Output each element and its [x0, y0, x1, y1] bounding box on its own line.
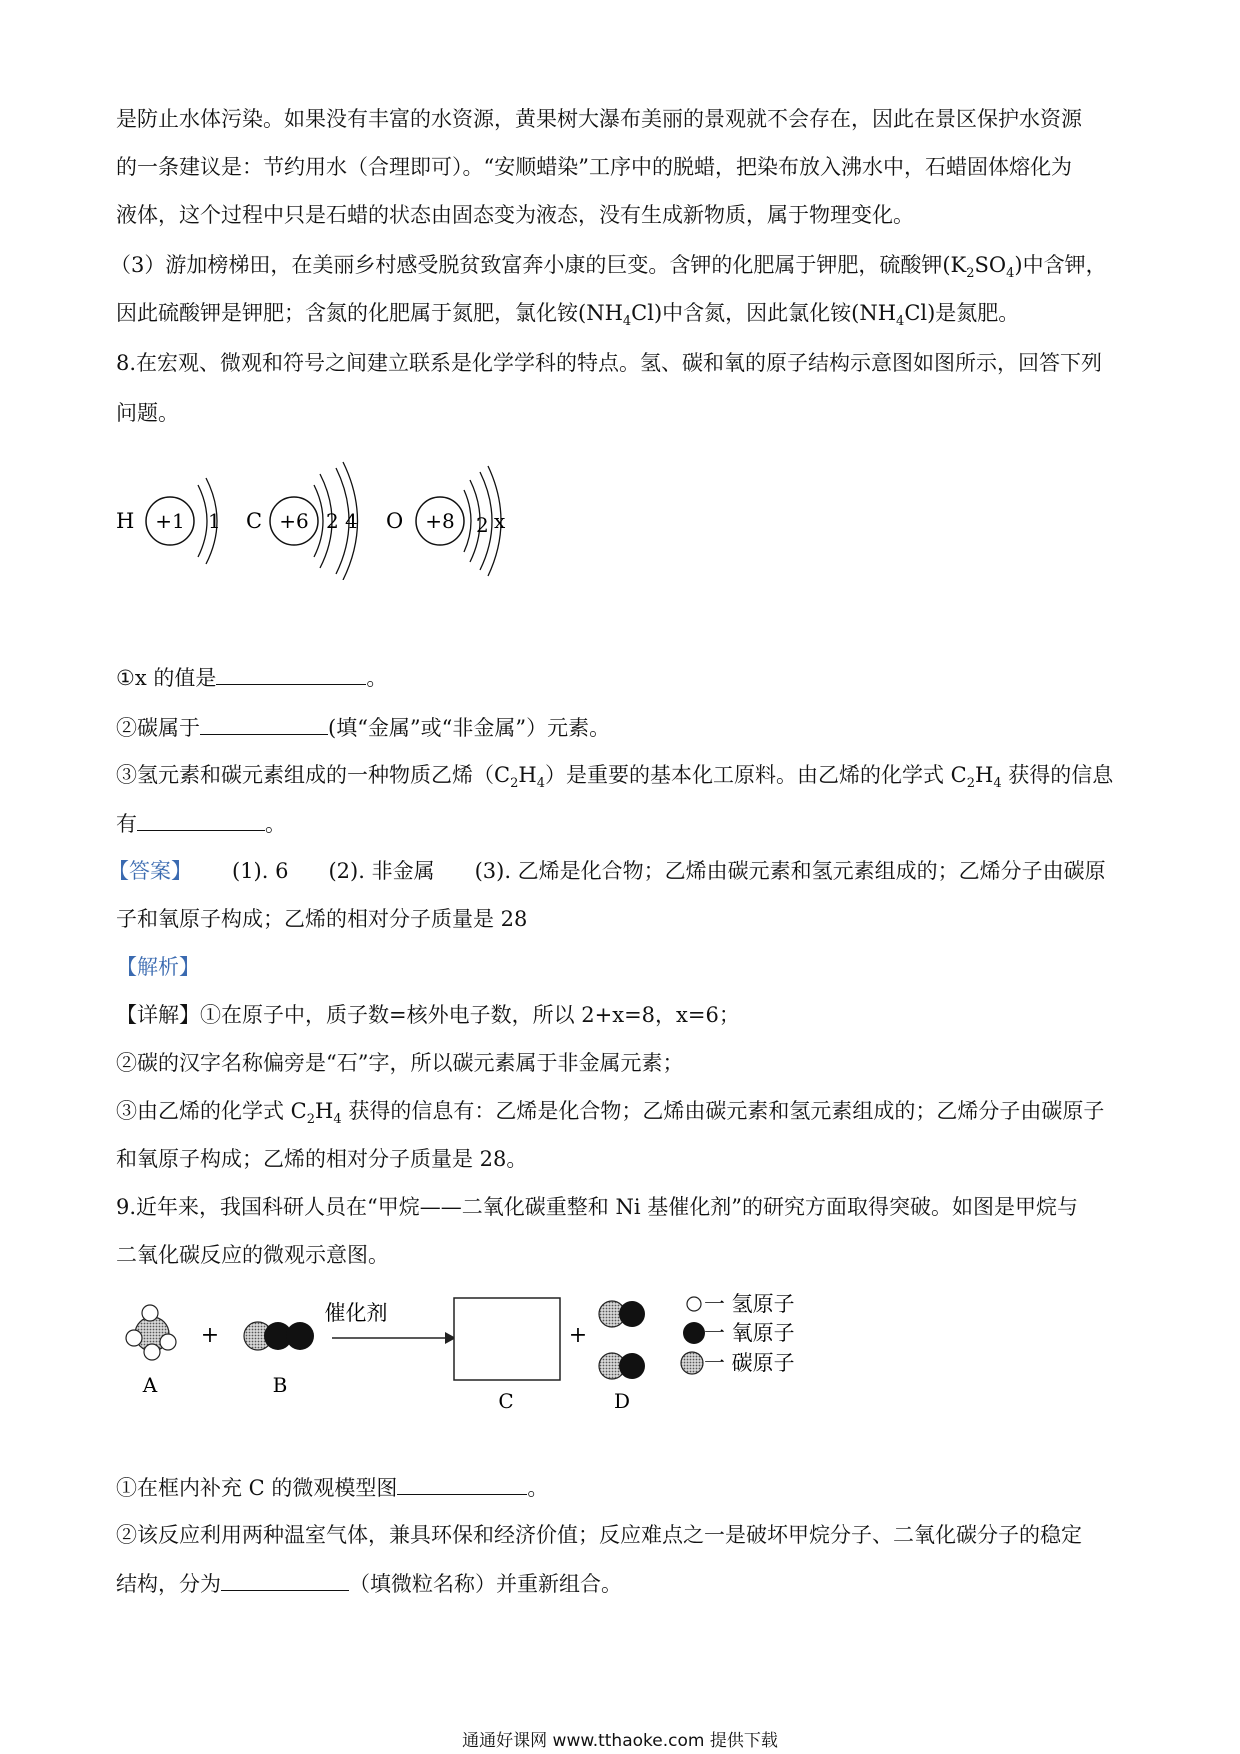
molecule-d-co: [599, 1301, 645, 1379]
q8-sub-1: ①x 的值是 。: [116, 662, 387, 693]
legend-carbon: 一 碳原子: [704, 1351, 795, 1375]
h-nucleus-charge: +1: [155, 509, 185, 533]
question-9-text: 二氧化碳反应的微观示意图。: [116, 1243, 389, 1267]
paragraph-line: 因此硫酸钾是钾肥；含氮的化肥属于氮肥，氯化铵$(NH_4Cl)$中含氮，因此氯化铵$(NH_4Cl)$是氮肥。: [116, 301, 1020, 330]
reaction-diagram: [110, 1280, 830, 1420]
q9-sub-2: ②该反应利用两种温室气体，兼具环保和经济价值；反应难点之一是破坏甲烷分子、二氧化碳分子的稳定: [116, 1523, 1082, 1547]
h-symbol: H: [116, 509, 135, 533]
molecule-a-methane: [126, 1305, 176, 1360]
legend-hydrogen: 一 氢原子: [704, 1292, 795, 1316]
q9-sub-1: ①在框内补充 C 的微观模型图 。: [116, 1472, 548, 1503]
page-footer: 通通好课网 www.tthaoke.com 提供下载: [462, 1731, 778, 1751]
q8-sub-2: ②碳属于 (填“金属”或“非金属”）元素。: [116, 712, 610, 743]
answer-blank[interactable]: [200, 712, 328, 735]
answer-blank[interactable]: [397, 1472, 527, 1495]
c-symbol: C: [246, 509, 263, 533]
label-c: C: [498, 1389, 514, 1413]
o-nucleus-charge: +8: [425, 509, 455, 533]
question-8-text: 问题。: [116, 401, 179, 425]
q9-sub-2: 结构，分为 （填微粒名称）并重新组合。: [116, 1568, 622, 1599]
paragraph-line: （3）游加榜梯田，在美丽乡村感受脱贫致富奔小康的巨变。含钾的化肥属于钾肥，硫酸钾$(K_2SO_4)$中含钾，: [110, 253, 1107, 282]
molecule-b-co2: [244, 1322, 314, 1350]
product-c-box[interactable]: [454, 1298, 560, 1380]
legend-oxygen-icon: [683, 1322, 705, 1344]
c-nucleus-charge: +6: [279, 509, 309, 533]
answer-blank[interactable]: [216, 662, 366, 685]
plus-sign: +: [568, 1323, 588, 1348]
answer-line: 子和氧原子构成；乙烯的相对分子质量是 28: [116, 907, 528, 931]
answer-blank[interactable]: [137, 808, 265, 831]
answer-blank[interactable]: [221, 1568, 349, 1591]
o-shell2-electrons: x: [494, 509, 506, 533]
paragraph-line: 的一条建议是：节约用水（合理即可）。“安顺蜡染”工序中的脱蜡，把染布放入沸水中，石蜡固体熔化为: [116, 155, 1072, 179]
q8-sub-3: 有 。: [116, 808, 286, 839]
paragraph-line: 液体，这个过程中只是石蜡的状态由固态变为液态，没有生成新物质，属于物理变化。: [116, 203, 914, 227]
h-shell-electrons: 1: [208, 509, 221, 533]
detail-line: ②碳的汉字名称偏旁是“石”字，所以碳元素属于非金属元素；: [116, 1051, 684, 1075]
analysis-label: 【解析】: [116, 955, 200, 979]
paragraph-line: 是防止水体污染。如果没有丰富的水资源，黄果树大瀑布美丽的景观就不会存在，因此在景区保护水资源: [116, 107, 1082, 131]
c-shell1-electrons: 2: [326, 509, 339, 533]
question-8-text: 8.在宏观、微观和符号之间建立联系是化学学科的特点。氢、碳和氧的原子结构示意图如图所示，回答下列: [116, 351, 1103, 375]
question-9-text: 9.近年来，我国科研人员在“甲烷——二氧化碳重整和 Ni 基催化剂”的研究方面取得突破。如图是甲烷与: [116, 1195, 1078, 1219]
detail-line: ③由乙烯的化学式 $C_2H_4$ 获得的信息有：乙烯是化合物；乙烯由碳元素和氢元素组成的；乙烯分子由碳原子: [116, 1099, 1105, 1128]
o-shell1-electrons: 2: [476, 513, 489, 537]
label-d: D: [613, 1389, 631, 1413]
legend-hydrogen-icon: [687, 1297, 701, 1311]
catalyst-label: 催化剂: [324, 1301, 388, 1325]
label-b: B: [272, 1373, 288, 1397]
answer-line: 【答案】 (1). 6 (2). 非金属 (3). 乙烯是化合物；乙烯由碳元素和氢元素组成的；乙烯分子由碳原: [108, 859, 1106, 883]
answer-label: 【答案】: [108, 859, 192, 883]
legend-carbon-icon: [681, 1352, 703, 1374]
o-shell-arc: [464, 490, 471, 552]
detail-line: 【详解】①在原子中，质子数=核外电子数，所以 2+x=8，x=6；: [116, 1003, 740, 1027]
o-symbol: O: [386, 509, 404, 533]
c-shell2-electrons: 4: [345, 509, 358, 533]
atomic-structure-diagram: [100, 460, 540, 580]
q8-sub-3: ③氢元素和碳元素组成的一种物质乙烯$(C_2H_4)$是重要的基本化工原料。由乙烯的化学式 $C_2H_4$ 获得的信息: [116, 763, 1114, 792]
detail-line: 和氧原子构成；乙烯的相对分子质量是 28。: [116, 1147, 528, 1171]
legend-oxygen: 一 氧原子: [704, 1321, 795, 1345]
h-shell-arc: [198, 485, 207, 557]
label-a: A: [142, 1373, 158, 1397]
plus-sign: +: [200, 1323, 220, 1348]
